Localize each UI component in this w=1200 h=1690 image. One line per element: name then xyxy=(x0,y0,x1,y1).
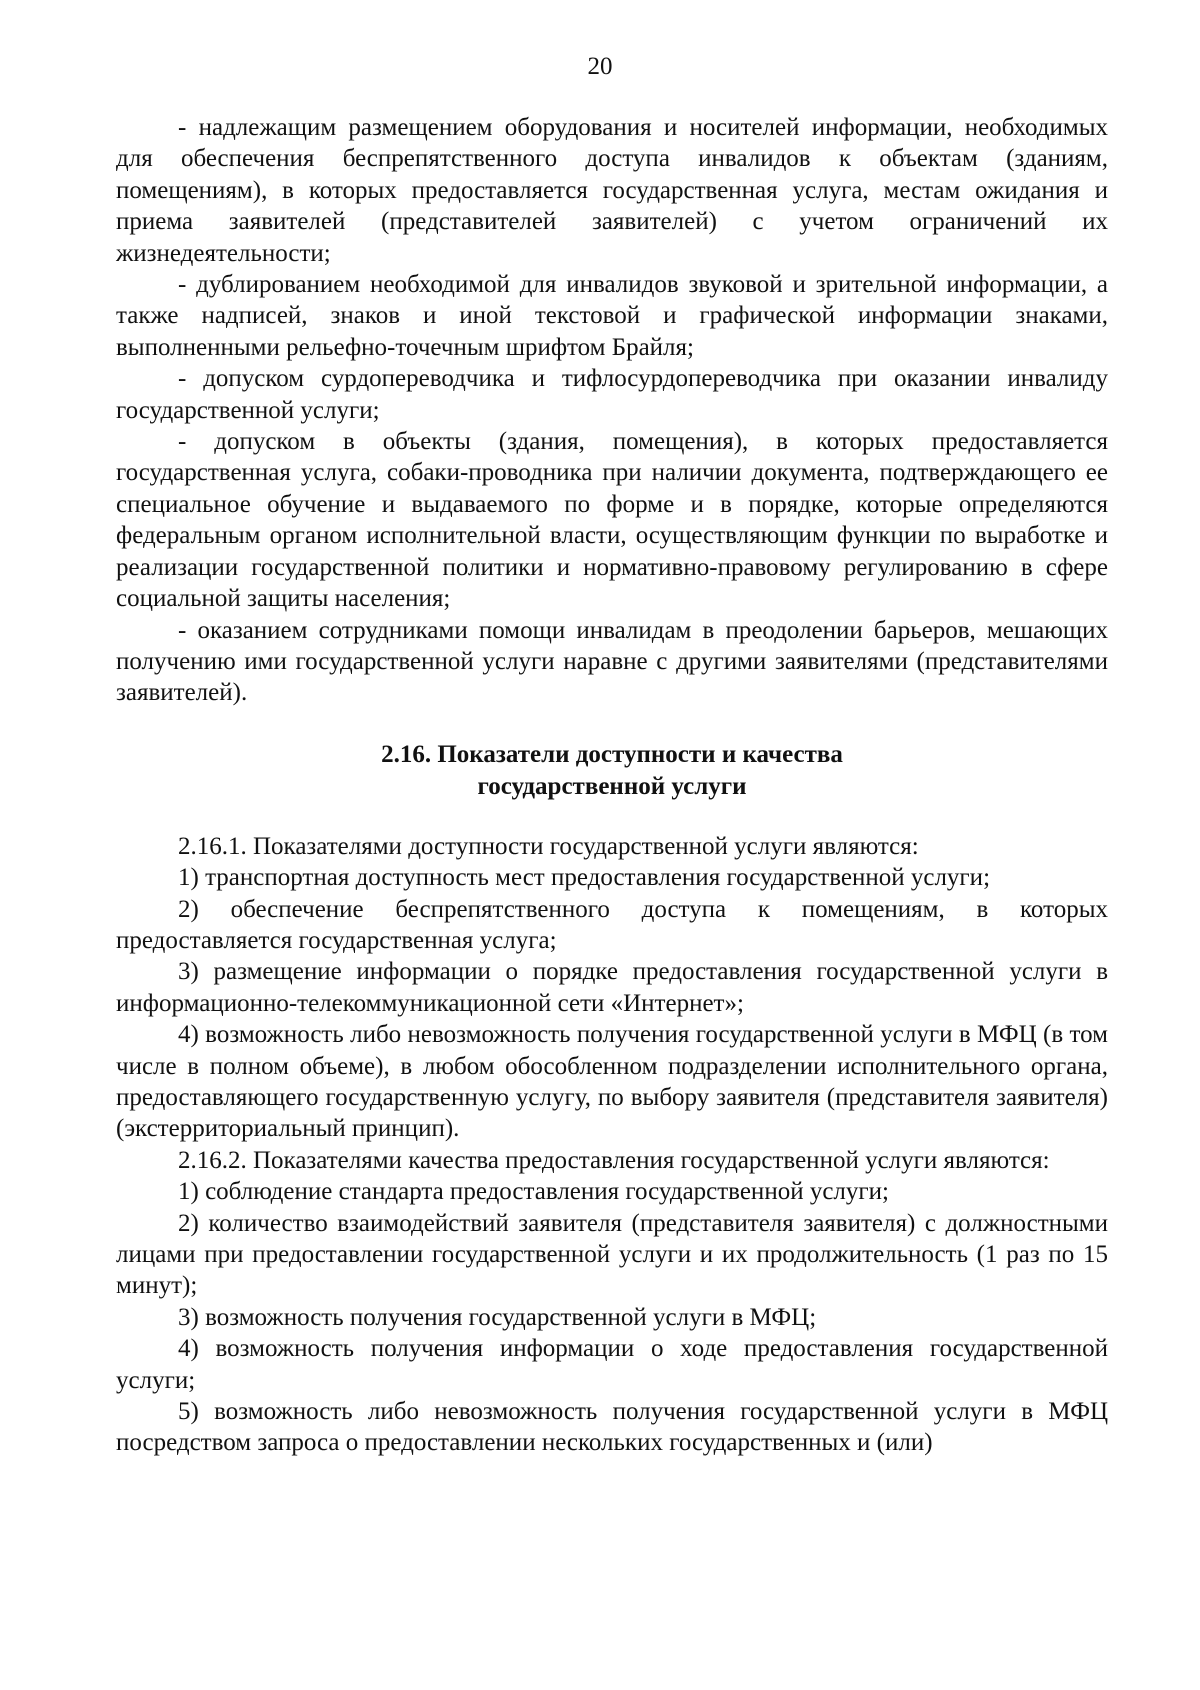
heading-spacer xyxy=(116,803,1108,831)
document-body xyxy=(116,112,1108,1459)
section-heading-line-1: 2.16. Показатели доступности и качества xyxy=(381,740,843,768)
accessibility-item-1: 1) транспортная доступность мест предоставления государственной услуги; xyxy=(178,864,991,892)
section-heading-line-2: государственной услуги xyxy=(477,772,747,800)
list-item-braille-duplication: - дублированием необходимой для инвалидов звуковой и зрительной информации, а также надписей, знаков и иной текстовой и графической информации знаками, выполненными рельефно-точечным шрифтом Брайля; xyxy=(116,271,1108,361)
quality-item-4: 4) возможность получения информации о ходе предоставления государственной услуги; xyxy=(116,1335,1108,1394)
quality-item-5: 5) возможность либо невозможность получения государственной услуги в МФЦ посредством запроса о предоставлении нескольких государственных и (или) xyxy=(116,1398,1108,1457)
page-number: 20 xyxy=(587,53,613,80)
list-item-staff-assistance: - оказанием сотрудниками помощи инвалидам в преодолении барьеров, мешающих получению ими государственной услуги наравне с другими заявителями (представителями заявителей). xyxy=(116,616,1108,707)
accessibility-item-2: 2) обеспечение беспрепятственного доступа к помещениям, в которых предоставляется государственная услуга; xyxy=(116,895,1108,954)
list-item-accessible-equipment: - надлежащим размещением оборудования и носителей информации, необходимых для обеспечения беспрепятственного доступа инвалидов к объектам (зданиям, помещениям), в которых предоставляется государственная услуга, местам ожидания и приема заявителей (представителей заявителей) с учетом ограничений их жизнедеятельности; xyxy=(116,114,1108,267)
list-item-sign-interpreter: - допуском сурдопереводчика и тифлосурдопереводчика при оказании инвалиду государственной услуги; xyxy=(116,365,1108,424)
paragraph-2-16-2: 2.16.2. Показателями качества предоставления государственной услуги являются: xyxy=(178,1146,1050,1174)
paragraph-2-16-1: 2.16.1. Показателями доступности государственной услуги являются: xyxy=(178,832,919,860)
accessibility-item-4: 4) возможность либо невозможность получения государственной услуги в МФЦ (в том числе в полном объеме), в любом обособленном подразделении исполнительного органа, предоставляющего государственную услугу, по выбору заявителя (представителя заявителя) (экстерриториальный принцип). xyxy=(116,1021,1108,1143)
quality-item-3: 3) возможность получения государственной услуги в МФЦ; xyxy=(178,1303,817,1331)
quality-item-2: 2) количество взаимодействий заявителя (представителя заявителя) с должностными лицами при предоставлении государственной услуги и их продолжительность (1 раз по 15 минут); xyxy=(116,1209,1108,1300)
accessibility-item-3: 3) размещение информации о порядке предоставления государственной услуги в информационно-телекоммуникационной сети «Интернет»; xyxy=(116,958,1108,1017)
section-heading-2-16 xyxy=(116,739,1108,803)
quality-item-1: 1) соблюдение стандарта предоставления государственной услуги; xyxy=(178,1178,889,1206)
list-item-guide-dog: - допуском в объекты (здания, помещения), в которых предоставляется государственная услуга, собаки-проводника при наличии документа, подтверждающего ее специальное обучение и выдаваемого по форме и в порядке, которые определяются федеральным органом исполнительной власти, осуществляющим функции по выработке и реализации государственной политики и нормативно-правовому регулированию в сфере социальной защиты населения; xyxy=(116,428,1108,613)
